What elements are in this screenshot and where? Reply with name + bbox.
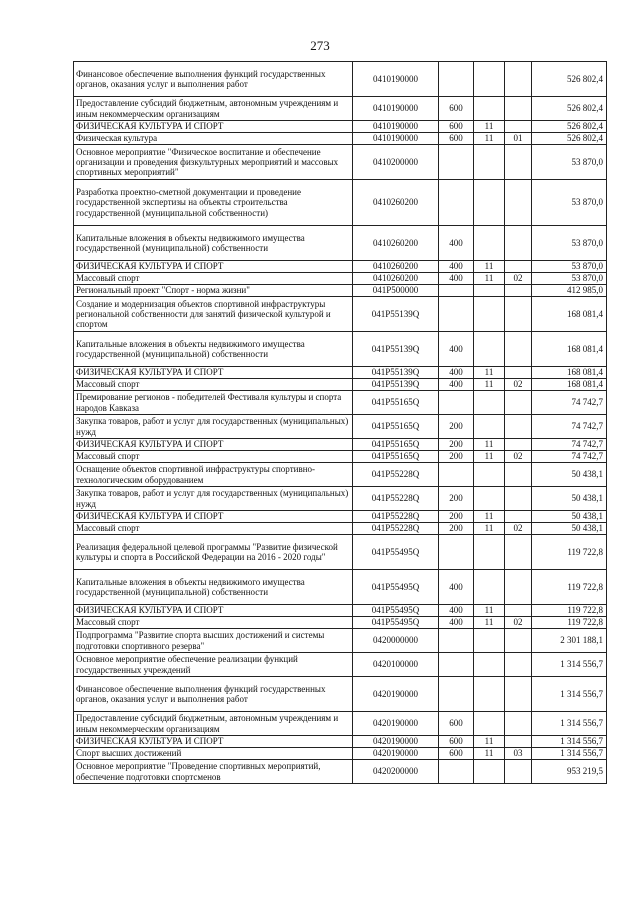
pr-cell [505, 511, 532, 523]
rz-cell [474, 97, 505, 121]
vr-cell: 200 [439, 415, 474, 439]
rz-cell [474, 332, 505, 367]
table-row [74, 736, 607, 748]
code-cell: 0410260200 [353, 226, 439, 261]
vr-cell [439, 180, 474, 226]
vr-cell [439, 677, 474, 712]
code-cell: 0410190000 [353, 97, 439, 121]
name-cell: Реализация федеральной целевой программы "Развитие физической культуры и спорта в Российской Федерации на 2016 - 2020 годы" [74, 535, 353, 570]
amount-cell: 953 219,5 [532, 760, 607, 784]
vr-cell [439, 653, 474, 677]
rz-cell [474, 226, 505, 261]
table-row [74, 629, 607, 653]
pr-cell: 02 [505, 273, 532, 285]
pr-cell [505, 760, 532, 784]
vr-cell: 400 [439, 617, 474, 629]
pr-cell [505, 180, 532, 226]
code-cell: 0410190000 [353, 133, 439, 145]
name-cell: Закупка товаров, работ и услуг для государственных (муниципальных) нужд [74, 487, 353, 511]
vr-cell: 200 [439, 511, 474, 523]
vr-cell [439, 463, 474, 487]
pr-cell: 03 [505, 748, 532, 760]
pr-cell [505, 463, 532, 487]
rz-cell [474, 677, 505, 712]
pr-cell [505, 677, 532, 712]
vr-cell: 600 [439, 133, 474, 145]
name-cell: Региональный проект "Спорт - норма жизни" [74, 285, 353, 297]
name-cell: Капитальные вложения в объекты недвижимого имущества государственной (муниципальной) собственности [74, 570, 353, 605]
name-cell: Физическая культура [74, 133, 353, 145]
pr-cell [505, 121, 532, 133]
rz-cell [474, 712, 505, 736]
amount-cell: 119 722,8 [532, 570, 607, 605]
amount-cell: 526 802,4 [532, 121, 607, 133]
table-row [74, 297, 607, 332]
budget-table [73, 61, 607, 784]
rz-cell: 11 [474, 133, 505, 145]
code-cell: 0420190000 [353, 712, 439, 736]
code-cell: 041P500000 [353, 285, 439, 297]
code-cell: 041P55228Q [353, 487, 439, 511]
rz-cell: 11 [474, 451, 505, 463]
name-cell: Массовый спорт [74, 451, 353, 463]
code-cell: 041P55228Q [353, 523, 439, 535]
amount-cell: 53 870,0 [532, 261, 607, 273]
vr-cell: 200 [439, 523, 474, 535]
name-cell: ФИЗИЧЕСКАЯ КУЛЬТУРА И СПОРТ [74, 367, 353, 379]
rz-cell [474, 391, 505, 415]
table-row [74, 617, 607, 629]
pr-cell [505, 145, 532, 180]
pr-cell: 02 [505, 451, 532, 463]
vr-cell: 400 [439, 367, 474, 379]
pr-cell: 01 [505, 133, 532, 145]
code-cell: 041P55165Q [353, 439, 439, 451]
rz-cell [474, 463, 505, 487]
vr-cell [439, 391, 474, 415]
amount-cell: 74 742,7 [532, 415, 607, 439]
code-cell: 041P55165Q [353, 391, 439, 415]
vr-cell: 600 [439, 736, 474, 748]
rz-cell [474, 570, 505, 605]
table-row [74, 677, 607, 712]
vr-cell: 400 [439, 273, 474, 285]
amount-cell: 168 081,4 [532, 379, 607, 391]
code-cell: 041P55228Q [353, 463, 439, 487]
rz-cell [474, 415, 505, 439]
table-row [74, 439, 607, 451]
name-cell: ФИЗИЧЕСКАЯ КУЛЬТУРА И СПОРТ [74, 261, 353, 273]
page-number: 273 [310, 38, 330, 53]
name-cell: Премирование регионов - победителей Фестиваля культуры и спорта народов Кавказа [74, 391, 353, 415]
table-row [74, 570, 607, 605]
amount-cell: 1 314 556,7 [532, 712, 607, 736]
name-cell: ФИЗИЧЕСКАЯ КУЛЬТУРА И СПОРТ [74, 511, 353, 523]
name-cell: Предоставление субсидий бюджетным, автономным учреждениям и иным некоммерческим организациям [74, 97, 353, 121]
rz-cell: 11 [474, 367, 505, 379]
table-row [74, 415, 607, 439]
code-cell: 0420190000 [353, 748, 439, 760]
amount-cell: 526 802,4 [532, 97, 607, 121]
pr-cell: 02 [505, 617, 532, 629]
name-cell: Создание и модернизация объектов спортивной инфраструктуры региональной собственности для занятий физической культурой и спортом [74, 297, 353, 332]
table-row [74, 391, 607, 415]
table-row [74, 487, 607, 511]
name-cell: Подпрограмма "Развитие спорта высших достижений и системы подготовки спортивного резерва" [74, 629, 353, 653]
amount-cell: 526 802,4 [532, 133, 607, 145]
rz-cell: 11 [474, 439, 505, 451]
code-cell: 0420190000 [353, 736, 439, 748]
table-row [74, 97, 607, 121]
table-row [74, 261, 607, 273]
amount-cell: 74 742,7 [532, 391, 607, 415]
table-row [74, 145, 607, 180]
vr-cell: 600 [439, 748, 474, 760]
vr-cell [439, 62, 474, 97]
code-cell: 041P55495Q [353, 570, 439, 605]
vr-cell: 200 [439, 439, 474, 451]
rz-cell: 11 [474, 523, 505, 535]
rz-cell: 11 [474, 261, 505, 273]
table-row [74, 748, 607, 760]
rz-cell [474, 760, 505, 784]
amount-cell: 119 722,8 [532, 617, 607, 629]
vr-cell: 400 [439, 570, 474, 605]
amount-cell: 526 802,4 [532, 62, 607, 97]
rz-cell [474, 62, 505, 97]
code-cell: 041P55228Q [353, 511, 439, 523]
code-cell: 0410200000 [353, 145, 439, 180]
name-cell: Капитальные вложения в объекты недвижимого имущества государственной (муниципальной) собственности [74, 332, 353, 367]
rz-cell: 11 [474, 379, 505, 391]
table-row [74, 712, 607, 736]
name-cell: Закупка товаров, работ и услуг для государственных (муниципальных) нужд [74, 415, 353, 439]
code-cell: 041P55495Q [353, 535, 439, 570]
code-cell: 0420190000 [353, 677, 439, 712]
pr-cell [505, 629, 532, 653]
name-cell: Массовый спорт [74, 523, 353, 535]
name-cell: Массовый спорт [74, 617, 353, 629]
name-cell: ФИЗИЧЕСКАЯ КУЛЬТУРА И СПОРТ [74, 605, 353, 617]
vr-cell: 400 [439, 379, 474, 391]
code-cell: 041P55165Q [353, 415, 439, 439]
table-row [74, 511, 607, 523]
name-cell: Спорт высших достижений [74, 748, 353, 760]
amount-cell: 1 314 556,7 [532, 677, 607, 712]
pr-cell [505, 62, 532, 97]
code-cell: 041P55139Q [353, 297, 439, 332]
table-row [74, 180, 607, 226]
pr-cell [505, 439, 532, 451]
table-row [74, 273, 607, 285]
code-cell: 041P55495Q [353, 617, 439, 629]
name-cell: Основное мероприятие обеспечение реализации функций государственных учреждений [74, 653, 353, 677]
pr-cell [505, 736, 532, 748]
code-cell: 0410260200 [353, 261, 439, 273]
pr-cell: 02 [505, 523, 532, 535]
pr-cell: 02 [505, 379, 532, 391]
name-cell: Основное мероприятие "Проведение спортивных мероприятий, обеспечение подготовки спортсменов [74, 760, 353, 784]
table-row [74, 133, 607, 145]
rz-cell [474, 285, 505, 297]
pr-cell [505, 226, 532, 261]
pr-cell [505, 261, 532, 273]
rz-cell: 11 [474, 605, 505, 617]
table-row [74, 121, 607, 133]
name-cell: Массовый спорт [74, 273, 353, 285]
pr-cell [505, 97, 532, 121]
rz-cell: 11 [474, 511, 505, 523]
vr-cell: 600 [439, 712, 474, 736]
pr-cell [505, 297, 532, 332]
vr-cell: 400 [439, 332, 474, 367]
table-row [74, 367, 607, 379]
pr-cell [505, 653, 532, 677]
amount-cell: 168 081,4 [532, 367, 607, 379]
rz-cell: 11 [474, 736, 505, 748]
rz-cell: 11 [474, 617, 505, 629]
name-cell: Разработка проектно-сметной документации и проведение государственной экспертизы на объекты строительства государственной (муниципальной собственности) [74, 180, 353, 226]
table-row [74, 605, 607, 617]
rz-cell: 11 [474, 273, 505, 285]
vr-cell: 400 [439, 261, 474, 273]
name-cell: ФИЗИЧЕСКАЯ КУЛЬТУРА И СПОРТ [74, 121, 353, 133]
amount-cell: 53 870,0 [532, 145, 607, 180]
code-cell: 041P55139Q [353, 367, 439, 379]
vr-cell [439, 297, 474, 332]
name-cell: Финансовое обеспечение выполнения функций государственных органов, оказания услуг и выполнения работ [74, 62, 353, 97]
amount-cell: 168 081,4 [532, 297, 607, 332]
rz-cell [474, 487, 505, 511]
vr-cell: 200 [439, 487, 474, 511]
pr-cell [505, 535, 532, 570]
amount-cell: 53 870,0 [532, 226, 607, 261]
table-row [74, 653, 607, 677]
code-cell: 0420000000 [353, 629, 439, 653]
code-cell: 0410260200 [353, 273, 439, 285]
amount-cell: 74 742,7 [532, 439, 607, 451]
pr-cell [505, 415, 532, 439]
code-cell: 0420200000 [353, 760, 439, 784]
table-row [74, 463, 607, 487]
code-cell: 041P55139Q [353, 332, 439, 367]
code-cell: 0420100000 [353, 653, 439, 677]
table-row [74, 226, 607, 261]
amount-cell: 2 301 188,1 [532, 629, 607, 653]
vr-cell: 600 [439, 97, 474, 121]
vr-cell [439, 285, 474, 297]
name-cell: Предоставление субсидий бюджетным, автономным учреждениям и иным некоммерческим организациям [74, 712, 353, 736]
amount-cell: 1 314 556,7 [532, 653, 607, 677]
amount-cell: 53 870,0 [532, 273, 607, 285]
vr-cell: 200 [439, 451, 474, 463]
amount-cell: 412 985,0 [532, 285, 607, 297]
table-row [74, 379, 607, 391]
table-row [74, 285, 607, 297]
amount-cell: 74 742,7 [532, 451, 607, 463]
vr-cell [439, 760, 474, 784]
amount-cell: 119 722,8 [532, 535, 607, 570]
code-cell: 0410190000 [353, 62, 439, 97]
vr-cell [439, 629, 474, 653]
vr-cell: 400 [439, 226, 474, 261]
code-cell: 0410260200 [353, 180, 439, 226]
pr-cell [505, 367, 532, 379]
vr-cell [439, 145, 474, 180]
table-row [74, 451, 607, 463]
code-cell: 041P55165Q [353, 451, 439, 463]
vr-cell: 600 [439, 121, 474, 133]
amount-cell: 168 081,4 [532, 332, 607, 367]
vr-cell: 400 [439, 605, 474, 617]
pr-cell [505, 285, 532, 297]
pr-cell [505, 570, 532, 605]
name-cell: Капитальные вложения в объекты недвижимого имущества государственной (муниципальной) собственности [74, 226, 353, 261]
rz-cell [474, 180, 505, 226]
name-cell: ФИЗИЧЕСКАЯ КУЛЬТУРА И СПОРТ [74, 439, 353, 451]
rz-cell: 11 [474, 121, 505, 133]
amount-cell: 1 314 556,7 [532, 736, 607, 748]
code-cell: 041P55139Q [353, 379, 439, 391]
amount-cell: 50 438,1 [532, 487, 607, 511]
rz-cell [474, 653, 505, 677]
table-row [74, 760, 607, 784]
rz-cell [474, 145, 505, 180]
table-row [74, 523, 607, 535]
rz-cell [474, 629, 505, 653]
vr-cell [439, 535, 474, 570]
pr-cell [505, 712, 532, 736]
budget-table-body [74, 62, 607, 784]
code-cell: 041P55495Q [353, 605, 439, 617]
table-row [74, 332, 607, 367]
pr-cell [505, 487, 532, 511]
name-cell: Финансовое обеспечение выполнения функций государственных органов, оказания услуг и выполнения работ [74, 677, 353, 712]
name-cell: Оснащение объектов спортивной инфраструктуры спортивно-технологическим оборудованием [74, 463, 353, 487]
pr-cell [505, 332, 532, 367]
name-cell: ФИЗИЧЕСКАЯ КУЛЬТУРА И СПОРТ [74, 736, 353, 748]
amount-cell: 53 870,0 [532, 180, 607, 226]
amount-cell: 50 438,1 [532, 463, 607, 487]
rz-cell: 11 [474, 748, 505, 760]
name-cell: Основное мероприятие "Физическое воспитание и обеспечение организации и проведения физкультурных мероприятий и массовых спортивных мероприятий" [74, 145, 353, 180]
table-row [74, 535, 607, 570]
amount-cell: 50 438,1 [532, 523, 607, 535]
table-row [74, 62, 607, 97]
pr-cell [505, 605, 532, 617]
name-cell: Массовый спорт [74, 379, 353, 391]
rz-cell [474, 535, 505, 570]
code-cell: 0410190000 [353, 121, 439, 133]
amount-cell: 1 314 556,7 [532, 748, 607, 760]
amount-cell: 119 722,8 [532, 605, 607, 617]
amount-cell: 50 438,1 [532, 511, 607, 523]
pr-cell [505, 391, 532, 415]
rz-cell [474, 297, 505, 332]
